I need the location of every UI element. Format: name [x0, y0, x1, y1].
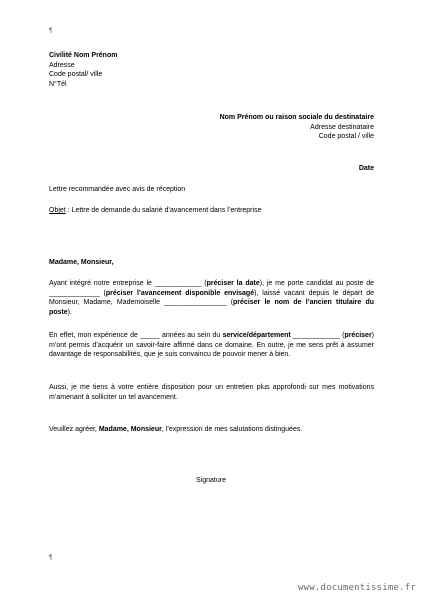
- paragraph-mark-bottom: ¶: [49, 555, 53, 561]
- closing-text-1: Veuillez agréer,: [49, 426, 99, 433]
- sender-city: Code postal/ ville: [49, 71, 103, 79]
- signature: Signature: [196, 477, 226, 484]
- paragraph-mark-top: ¶: [49, 28, 53, 34]
- sender-phone: N°Tél: [49, 80, 67, 88]
- paragraph-experience: [49, 331, 374, 360]
- p1-text-2: ), je me porte candidat au poste de _____________ (: [49, 280, 374, 297]
- sender-address: Adresse: [49, 61, 75, 69]
- p2-text-3: ) m’ont permis d’acquérir un savoir-faire affirmé dans ce domaine. En outre, je me sens prêt à assumer davantage de responsabilités, que je suis convaincu de pouvoir mener à bien.: [49, 332, 375, 359]
- sender-name: Civilité Nom Prénom: [49, 52, 118, 59]
- paragraph-availability: Aussi, je me tiens à votre entière disposition pour un entretien plus approfondi sur mes motivations m’amenant à solliciter un tel avancement.: [49, 384, 374, 401]
- delivery-mention: Lettre recommandée avec avis de réception: [49, 186, 186, 193]
- closing-text-2: , l’expression de mes salutations distinguées.: [161, 426, 303, 433]
- p2-text-1: En effet, mon expérience de _____ années au sein du: [49, 332, 223, 339]
- recipient-address: Adresse destinataire: [310, 123, 374, 131]
- letter-date: Date: [358, 165, 374, 172]
- recipient-block: [220, 113, 374, 142]
- p1-bold-position: préciser l’avancement disponible envisagé: [105, 289, 255, 297]
- p2-text-2: ____________ (: [290, 332, 345, 339]
- subject-text: : Lettre de demande du salarié d’avancement dans l’entreprise: [65, 207, 262, 214]
- watermark: www.documentissime.fr: [298, 583, 416, 593]
- p1-text-4: ).: [67, 308, 72, 316]
- paragraph-application: [49, 279, 374, 317]
- subject-label: Objet: [49, 207, 66, 214]
- closing-formula: [49, 425, 302, 435]
- p1-text-3: ), laissé vacant depuis le départ de Monsieur, Madame, Mademoiselle ________________ (: [49, 289, 374, 307]
- closing-bold: Madame, Monsieur: [98, 426, 162, 433]
- subject-line: [49, 206, 261, 216]
- p2-bold-specify: préciser: [344, 332, 372, 339]
- recipient-name: Nom Prénom ou raison sociale du destinataire: [219, 114, 374, 121]
- sender-block: [49, 51, 117, 89]
- p2-bold-department: service/département: [222, 332, 291, 339]
- recipient-city: Code postal / ville: [318, 133, 374, 141]
- p1-bold-former-holder: préciser le nom de l’ancien titulaire du poste: [49, 299, 374, 316]
- salutation: Madame, Monsieur,: [49, 259, 114, 266]
- p1-bold-date: préciser la date: [206, 280, 260, 287]
- p1-text-1: Ayant intégré notre entreprise le ____________ (: [49, 280, 207, 287]
